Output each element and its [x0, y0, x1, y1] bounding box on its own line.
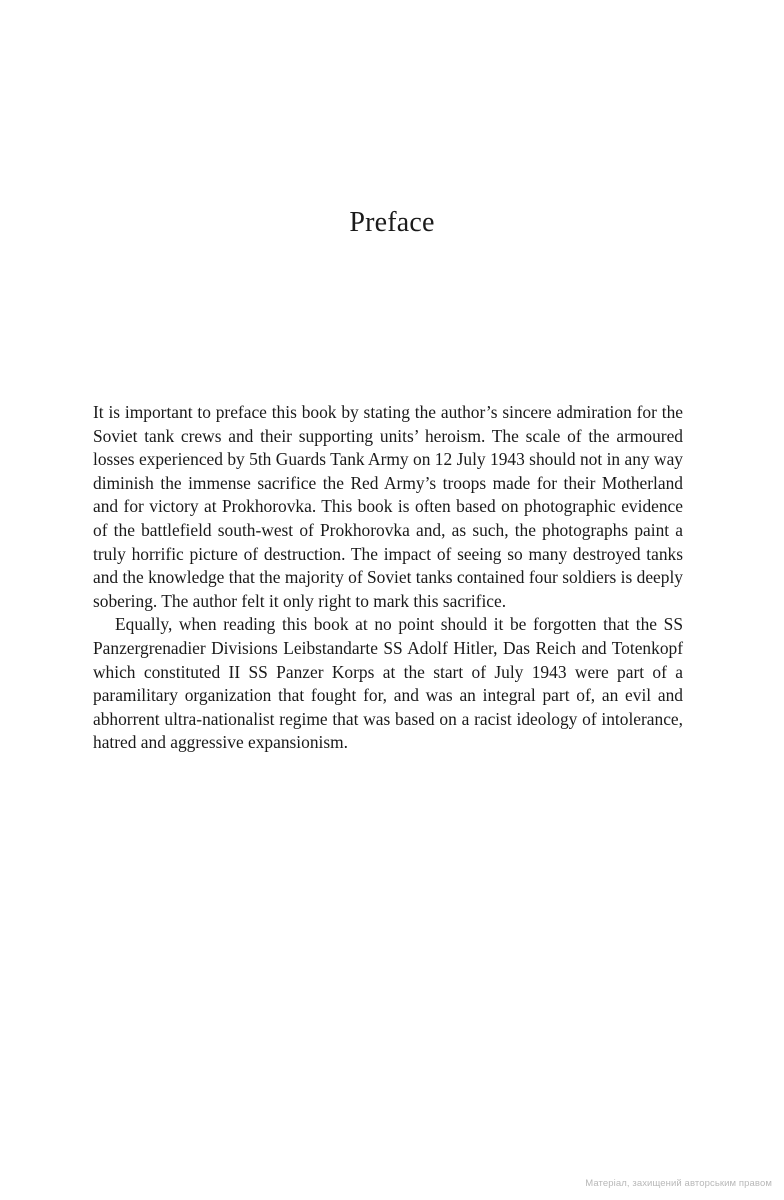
copyright-watermark: Матеріал, захищений авторським правом: [585, 1178, 772, 1189]
paragraph-2: Equally, when reading this book at no point should it be forgotten that the SS Panzergrenadier Divisions Leibstandarte SS Adolf Hitler, Das Reich and Totenkopf which constituted II SS Panzer Korps at the start of July 1943 were part of a paramilitary organization that fought for, and was an integral part of, an evil and abhorrent ultra-nationalist regime that was based on a racist ideology of intolerance, hatred and aggressive expansionism.: [93, 614, 683, 753]
page-title: Preface: [349, 207, 435, 238]
paragraph-1: It is important to preface this book by stating the author’s sincere admiration for the Soviet tank crews and their supporting units’ heroism. The scale of the armoured losses experienced by 5th Guards Tank Army on 12 July 1943 should not in any way diminish the immense sacrifice the Red Army’s troops made for their Motherland and for victory at Prokhorovka. This book is often based on photographic evidence of the battlefield south-west of Prokhorovka and, as such, the photographs paint a truly horrific picture of destruction. The impact of seeing so many destroyed tanks and the knowledge that the majority of Soviet tanks contained four soldiers is deeply sobering. The author felt it only right to mark this sacrifice.: [93, 402, 683, 611]
preface-body: [93, 401, 683, 755]
